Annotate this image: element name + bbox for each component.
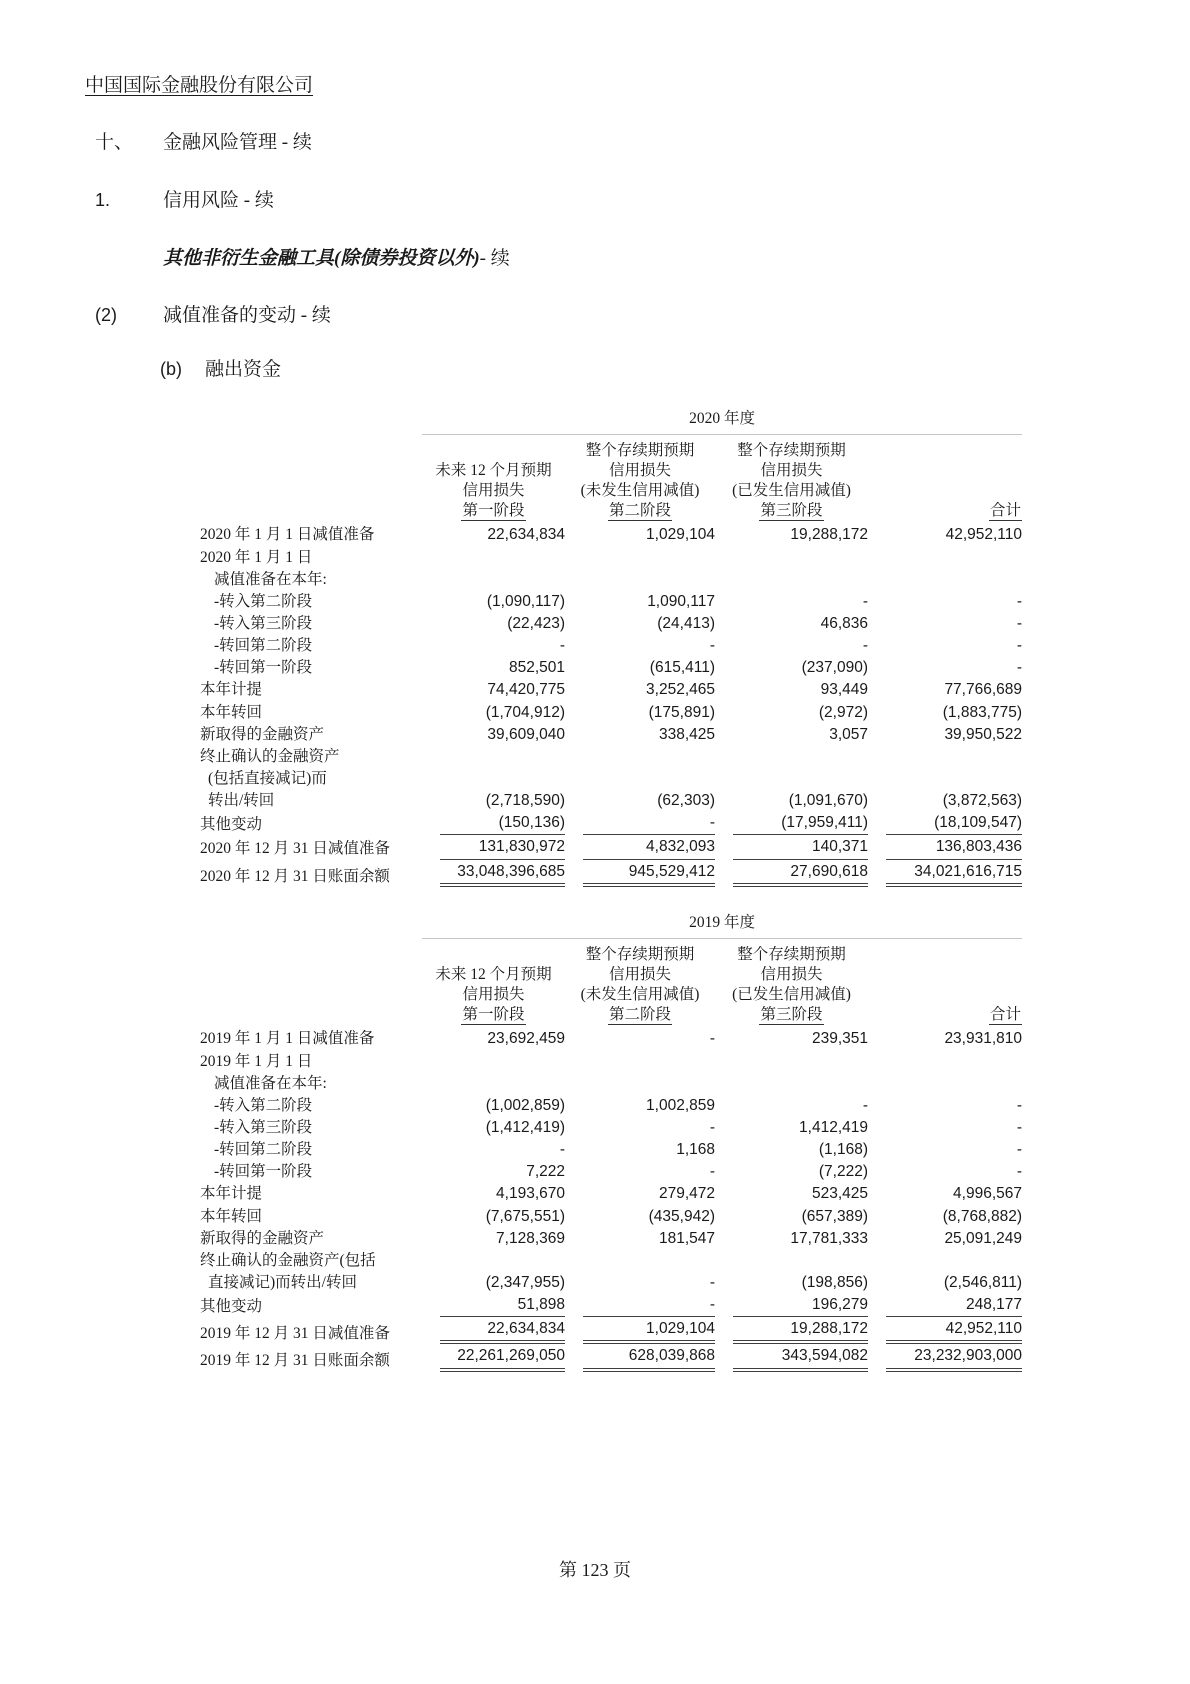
cell-value: 33,048,396,685 [422, 861, 565, 888]
column-header-stage1 [422, 939, 565, 1029]
section-number: (2) [95, 305, 117, 326]
cell-value: - [565, 1294, 715, 1318]
column-header-stage1 [422, 435, 565, 525]
impairment-table-2019 [200, 912, 1022, 1373]
cell-value: (198,856) [801, 1273, 868, 1291]
table-row [200, 702, 1022, 724]
cell-value: (8,768,882) [942, 1207, 1023, 1225]
section-title: 减值准备的变动 - 续 [163, 305, 331, 327]
header-line: (已发生信用减值) [732, 482, 851, 500]
header-line: 整个存续期预期 [585, 441, 695, 459]
stage-label: 第二阶段 [608, 1006, 671, 1024]
stage-label: 第一阶段 [462, 502, 525, 520]
cell-value: 23,692,459 [487, 1030, 565, 1048]
row-label: 直接减记)而转出/转回 [208, 1273, 357, 1291]
row-label: 2020 年 12 月 31 日减值准备 [200, 840, 390, 858]
cell-value: (1,091,670) [788, 792, 868, 810]
cell-value: (1,412,419) [485, 1118, 565, 1136]
section-heading-margin-loans [160, 358, 1190, 382]
cell-value: - [1016, 1096, 1023, 1114]
cell-value: (7,675,551) [485, 1207, 565, 1225]
cell-value [715, 569, 868, 591]
section-heading-financial-risk [95, 131, 1190, 155]
table-row-subtotal [200, 836, 1022, 860]
cell-value [422, 1051, 565, 1073]
cell-value: 3,057 [829, 725, 868, 743]
row-label: 本年转回 [200, 703, 263, 721]
subsection-title-suffix: - 续 [479, 247, 510, 269]
row-label: 2019 年 1 月 1 日 [200, 1052, 313, 1070]
table-row [200, 591, 1022, 613]
header-line: 信用损失 [608, 965, 671, 983]
cell-value: - [559, 637, 565, 655]
cell-value: - [709, 1163, 715, 1181]
column-header-total [868, 939, 1022, 1029]
cell-value [565, 569, 715, 591]
cell-value [868, 1051, 1022, 1073]
cell-value: 27,690,618 [715, 861, 868, 888]
cell-value: 19,288,172 [790, 526, 868, 544]
header-line: (未发生信用减值) [580, 482, 700, 500]
cell-value: - [565, 812, 715, 836]
header-line: (未发生信用减值) [580, 986, 700, 1004]
cell-value: 42,952,110 [945, 526, 1023, 544]
row-label: (包括直接减记)而 [208, 770, 327, 787]
cell-value [868, 1250, 1022, 1272]
section-number: 1. [95, 189, 111, 210]
cell-value: - [862, 637, 868, 655]
cell-value: (175,891) [648, 703, 715, 721]
cell-value: (62,303) [657, 792, 715, 810]
impairment-table-2020 [200, 408, 1022, 888]
column-header-stage3 [715, 939, 868, 1029]
header-line [422, 1005, 565, 1025]
row-label: 2019 年 1 月 1 日减值准备 [200, 1030, 375, 1048]
row-label: 本年转回 [200, 1207, 263, 1225]
header-line: 信用损失 [608, 462, 671, 480]
table-row [200, 724, 1022, 746]
spacer-cell [200, 912, 422, 939]
cell-value: 248,177 [868, 1294, 1022, 1318]
table-row [200, 679, 1022, 701]
row-label: 2019 年 12 月 31 日减值准备 [200, 1325, 390, 1343]
cell-value: 1,029,104 [646, 526, 715, 544]
cell-value: - [862, 1096, 868, 1114]
header-line: 未来 12 个月预期 [435, 965, 552, 983]
cell-value [565, 1051, 715, 1073]
row-label: 2020 年 12 月 31 日账面余额 [200, 867, 390, 885]
table-row [200, 613, 1022, 635]
row-label: -转回第二阶段 [214, 1141, 313, 1159]
stage-label: 第二阶段 [608, 502, 671, 520]
cell-value: 22,261,269,050 [422, 1345, 565, 1372]
cell-value: (1,883,775) [942, 703, 1023, 721]
cell-value: 39,950,522 [944, 725, 1023, 743]
row-label: -转回第一阶段 [214, 659, 313, 677]
row-label: 终止确认的金融资产 [200, 747, 340, 765]
table-row [200, 812, 1022, 836]
cell-value: 181,547 [658, 1229, 715, 1247]
header-line: 信用损失 [462, 986, 525, 1004]
table-row [200, 635, 1022, 657]
row-label: 转出/转回 [208, 792, 275, 810]
cell-value [565, 1073, 715, 1095]
table-row [200, 657, 1022, 679]
header-line [715, 1005, 868, 1025]
section-title: 信用风险 - 续 [163, 189, 274, 211]
column-header-stage3 [715, 435, 868, 525]
spacer-cell [200, 939, 422, 1029]
cell-value: 239,351 [811, 1030, 868, 1048]
year-title: 2019 年度 [422, 912, 1022, 939]
table-row [200, 1095, 1022, 1117]
row-label: 新取得的金融资产 [200, 1229, 325, 1247]
table-row [200, 524, 1022, 546]
table-row [200, 1294, 1022, 1318]
table-row [200, 1028, 1022, 1050]
cell-value: (17,959,411) [715, 812, 868, 836]
cell-value: - [1016, 615, 1023, 633]
column-header-row [200, 939, 1022, 1029]
cell-value: 23,232,903,000 [868, 1345, 1022, 1372]
cell-value: (2,972) [818, 703, 868, 721]
section-number: (b) [160, 359, 182, 379]
table-row [200, 1206, 1022, 1228]
cell-value: (1,002,859) [485, 1096, 565, 1114]
table-row [200, 1250, 1022, 1272]
cell-value [868, 569, 1022, 591]
spacer-cell [200, 435, 422, 525]
header-line [565, 1005, 715, 1025]
table-row-total [200, 861, 1022, 888]
row-label: 减值准备在本年: [214, 570, 327, 588]
cell-value [868, 1073, 1022, 1095]
cell-value [422, 768, 565, 790]
cell-value [715, 1051, 868, 1073]
cell-value: - [709, 1273, 715, 1291]
cell-value: (657,389) [801, 1207, 868, 1225]
row-label: -转回第一阶段 [214, 1163, 313, 1181]
cell-value: 628,039,868 [565, 1345, 715, 1372]
cell-value [422, 746, 565, 768]
cell-value: 945,529,412 [565, 861, 715, 888]
cell-value: 23,931,810 [944, 1030, 1023, 1048]
cell-value: 1,168 [676, 1141, 715, 1159]
page-number: 第 123 页 [559, 1560, 631, 1580]
table-row [200, 1051, 1022, 1073]
cell-value: (7,222) [818, 1163, 868, 1181]
table-row-subtotal [200, 1318, 1022, 1345]
cell-value [715, 768, 868, 790]
header-line [422, 501, 565, 521]
subsection-heading-other-instruments [163, 247, 1190, 271]
header-line: 信用损失 [462, 482, 525, 500]
row-label: 减值准备在本年: [214, 1074, 327, 1092]
cell-value [565, 547, 715, 569]
cell-value: 22,634,834 [422, 1318, 565, 1345]
cell-value: 523,425 [811, 1185, 868, 1203]
cell-value [868, 768, 1022, 790]
cell-value [565, 1250, 715, 1272]
table-row-total [200, 1345, 1022, 1372]
cell-value: (2,546,811) [943, 1273, 1023, 1291]
table-row [200, 1117, 1022, 1139]
cell-value: - [1016, 1163, 1023, 1181]
cell-value [565, 746, 715, 768]
header-line [565, 501, 715, 521]
section-title: 金融风险管理 - 续 [163, 132, 312, 153]
cell-value: 1,412,419 [799, 1118, 868, 1136]
cell-value: 77,766,689 [944, 681, 1023, 699]
cell-value: (3,872,563) [942, 792, 1023, 810]
cell-value: (2,718,590) [485, 792, 565, 810]
header-line [868, 501, 1022, 521]
cell-value: 338,425 [658, 725, 715, 743]
header-line: 整个存续期预期 [737, 945, 846, 963]
row-label: 2019 年 12 月 31 日账面余额 [200, 1352, 390, 1370]
company-name: 中国国际金融股份有限公司 [85, 75, 314, 96]
header-line: 信用损失 [760, 462, 823, 480]
spacer-cell [200, 408, 422, 435]
cell-value: 93,449 [820, 681, 868, 699]
section-heading-impairment-changes [95, 304, 1190, 328]
cell-value: 196,279 [715, 1294, 868, 1318]
table-row [200, 1183, 1022, 1205]
cell-value: (1,090,117) [486, 592, 565, 610]
cell-value: - [1016, 1118, 1023, 1136]
header-line: 整个存续期预期 [585, 945, 695, 963]
cell-value: 1,029,104 [565, 1318, 715, 1345]
table-row [200, 746, 1022, 768]
cell-value: 17,781,333 [790, 1229, 868, 1247]
cell-value [565, 768, 715, 790]
cell-value [422, 547, 565, 569]
cell-value [715, 1073, 868, 1095]
table-row [200, 1139, 1022, 1161]
cell-value: 74,420,775 [487, 681, 565, 699]
stage-label: 第三阶段 [760, 1006, 823, 1024]
cell-value: - [1016, 1141, 1023, 1159]
cell-value: 131,830,972 [422, 836, 565, 860]
cell-value: (18,109,547) [868, 812, 1022, 836]
header-line [868, 1005, 1022, 1025]
cell-value: 3,252,465 [646, 681, 715, 699]
cell-value: 4,832,093 [565, 836, 715, 860]
header-line: (已发生信用减值) [732, 986, 851, 1004]
cell-value: 4,996,567 [953, 1185, 1023, 1203]
cell-value: 136,803,436 [868, 836, 1022, 860]
cell-value: 46,836 [820, 615, 868, 633]
cell-value [422, 1073, 565, 1095]
cell-value: 39,609,040 [487, 725, 565, 743]
header-line [715, 501, 868, 521]
stage-label: 第三阶段 [760, 502, 823, 520]
cell-value: (1,704,912) [485, 703, 565, 721]
table-row [200, 768, 1022, 790]
header-line: 未来 12 个月预期 [435, 462, 552, 480]
section-heading-credit-risk [95, 189, 1190, 213]
cell-value: - [709, 637, 715, 655]
year-title: 2020 年度 [422, 408, 1022, 435]
table-row [200, 1272, 1022, 1294]
cell-value: 25,091,249 [944, 1229, 1023, 1247]
cell-value [715, 547, 868, 569]
cell-value [868, 547, 1022, 569]
cell-value: 7,128,369 [496, 1229, 565, 1247]
cell-value: - [709, 1118, 715, 1136]
cell-value [868, 746, 1022, 768]
section-title: 融出资金 [205, 359, 282, 380]
table-row [200, 569, 1022, 591]
year-header-row [200, 912, 1022, 939]
table-row [200, 1073, 1022, 1095]
cell-value: 34,021,616,715 [868, 861, 1022, 888]
cell-value: (24,413) [657, 615, 715, 633]
table-row [200, 547, 1022, 569]
year-header-row [200, 408, 1022, 435]
table-row [200, 790, 1022, 812]
cell-value: - [1016, 659, 1023, 677]
cell-value: (435,942) [648, 1207, 715, 1225]
cell-value: (150,136) [422, 812, 565, 836]
section-number: 十、 [95, 132, 134, 153]
column-header-stage2 [565, 939, 715, 1029]
header-line: 整个存续期预期 [737, 441, 846, 459]
cell-value: (615,411) [649, 659, 715, 677]
cell-value: 7,222 [526, 1163, 565, 1181]
row-label: 本年计提 [200, 1185, 263, 1203]
row-label: 终止确认的金融资产(包括 [200, 1251, 376, 1269]
cell-value: (2,347,955) [485, 1273, 565, 1291]
cell-value [422, 569, 565, 591]
row-label: -转入第二阶段 [214, 1096, 313, 1114]
cell-value: (22,423) [507, 615, 565, 633]
row-label: 2020 年 1 月 1 日减值准备 [200, 526, 375, 544]
row-label: -转回第二阶段 [214, 637, 313, 655]
table-row [200, 1228, 1022, 1250]
cell-value: - [1016, 592, 1023, 610]
row-label: 2020 年 1 月 1 日 [200, 548, 313, 566]
column-header-total [868, 435, 1022, 525]
table-row [200, 1161, 1022, 1183]
cell-value: 1,090,117 [647, 592, 715, 610]
cell-value: 343,594,082 [715, 1345, 868, 1372]
cell-value: 51,898 [422, 1294, 565, 1318]
cell-value: 42,952,110 [868, 1318, 1022, 1345]
column-header-row [200, 435, 1022, 525]
column-header-stage2 [565, 435, 715, 525]
cell-value: (1,168) [818, 1141, 868, 1159]
cell-value [715, 746, 868, 768]
stage-label: 第一阶段 [462, 1006, 525, 1024]
cell-value: - [559, 1141, 565, 1159]
cell-value [715, 1250, 868, 1272]
row-label: 其他变动 [200, 816, 263, 834]
total-label: 合计 [990, 1006, 1022, 1024]
cell-value: - [1016, 637, 1023, 655]
row-label: 本年计提 [200, 681, 263, 699]
row-label: -转入第二阶段 [214, 592, 313, 610]
cell-value: - [862, 592, 868, 610]
row-label: -转入第三阶段 [214, 615, 313, 633]
row-label: 新取得的金融资产 [200, 725, 325, 743]
cell-value: 4,193,670 [496, 1185, 565, 1203]
cell-value: 1,002,859 [646, 1096, 715, 1114]
cell-value: 852,501 [508, 659, 565, 677]
row-label: 其他变动 [200, 1298, 263, 1316]
cell-value: 22,634,834 [487, 526, 565, 544]
cell-value: (237,090) [801, 659, 868, 677]
header-line: 信用损失 [760, 965, 823, 983]
cell-value: - [709, 1030, 715, 1048]
cell-value: 140,371 [715, 836, 868, 860]
cell-value: 19,288,172 [715, 1318, 868, 1345]
cell-value: 279,472 [658, 1185, 715, 1203]
row-label: -转入第三阶段 [214, 1118, 313, 1136]
cell-value [422, 1250, 565, 1272]
total-label: 合计 [990, 502, 1022, 520]
subsection-title-italic: 其他非衍生金融工具(除债券投资以外) [163, 247, 480, 269]
